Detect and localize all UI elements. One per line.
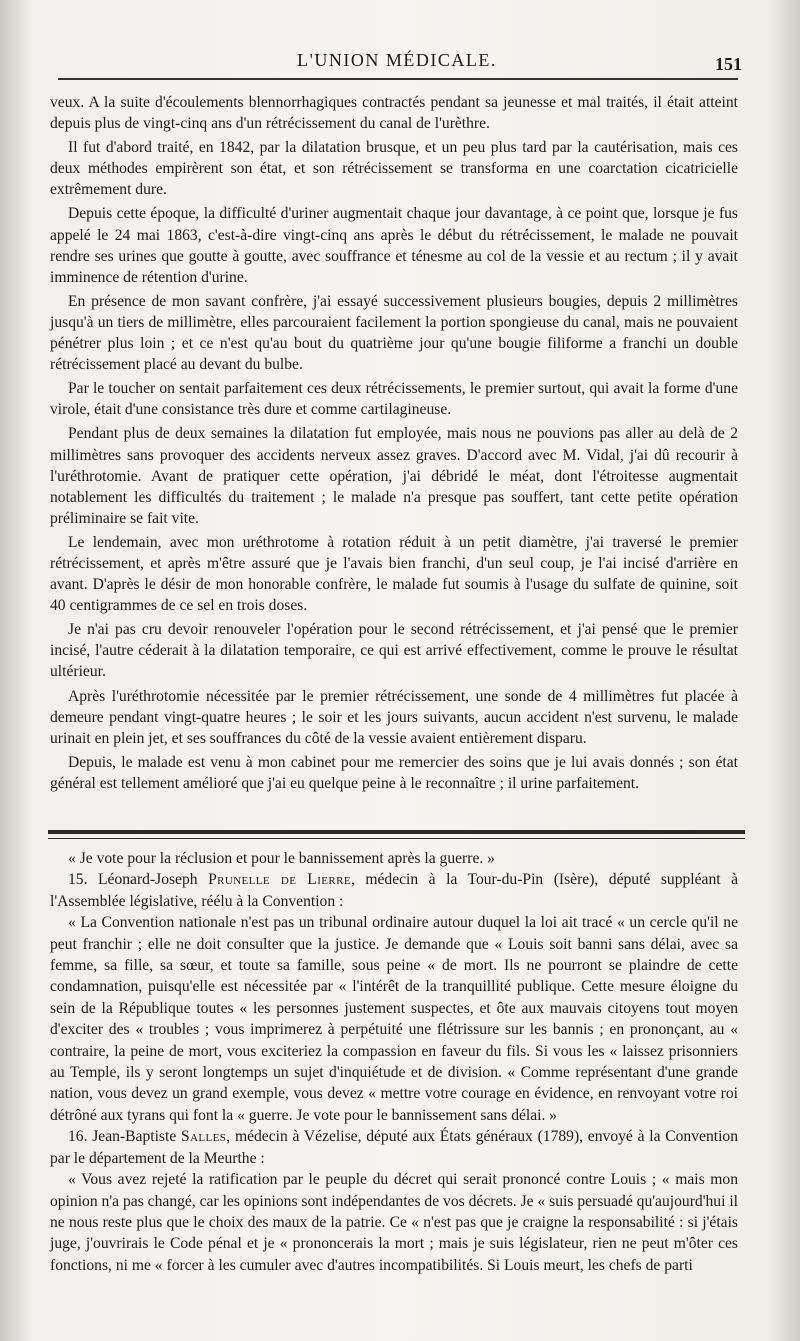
entry-number: 16. Jean-Baptiste (68, 1128, 181, 1146)
deputy-entry-15 (50, 869, 738, 912)
paragraph: Après l'uréthrotomie nécessitée par le premier rétrécissement, une sonde de 4 millimètres fut placée à demeure pendant vingt-quatre heures ; le soir et les jours suivants, aucun accident n'est survenu, le malade urinait en plein jet, et ses souffrances du côté de la vessie avaient entièrement disparu. (50, 687, 738, 747)
deputy-entry-16 (50, 1126, 738, 1169)
page-number: 151 (715, 54, 742, 74)
feuilleton-text (50, 848, 738, 1276)
entry-text: , médecin à la Tour-du-Pin (Isère), député suppléant à l'Assemblée législative, réélu à la Convention : (50, 871, 738, 910)
deputy-name: Salles (181, 1128, 227, 1146)
quotation-block: « Vous avez rejeté la ratification par le peuple du décret qui serait prononcé contre Louis ; « mais mon opinion n'a pas changé, car les opinions sont indépendantes de vos décrets. Je « suis persuadé qu'aujourd'hui il ne nous reste plus que le choix des maux de la patrie. Ce « n'est pas que je craigne la responsabilité : si j'étais juge, j'ouvrirais le Code pénal et je « prononcerais la mort ; mais je suis législateur, rien ne peut m'ôter ces fonctions, ni me « forcer à les cumuler avec d'autres incompatibilités. Si Louis meurt, les chefs de parti (50, 1171, 738, 1274)
paragraph: Depuis cette époque, la difficulté d'uriner augmentait chaque jour davantage, à ce point que, lorsque je fus appelé le 24 mai 1863, c'est-à-dire vingt-cinq ans après le début du rétrécissement, le malade ne pouvait rendre ses urines que goutte à goutte, avec souffrance et ténesme au col de la vessie et au rectum ; il y avait imminence de rétention d'urine. (50, 205, 738, 286)
paragraph: Le lendemain, avec mon uréthrotome à rotation réduit à un petit diamètre, j'ai traversé le premier rétrécissement, et après m'être assuré que je l'avais bien franchi, d'un seul coup, je l'ai incisé d'arrière en avant. D'après le désir de mon honorable confrère, le malade fut soumis à l'usage du sulfate de quinine, soit 40 centigrammes de ce sel en trois doses. (50, 533, 738, 615)
deputy-name: Prunelle de Lierre (208, 871, 351, 889)
entry-number: 15. Léonard-Joseph (68, 871, 209, 889)
paragraph: veux. A la suite d'écoulements blennorrhagiques contractés pendant sa jeunesse et mal traités, il était atteint depuis plus de vingt-cinq ans d'un rétrécissement du canal de l'urèthre. (50, 94, 738, 133)
paragraph: Je n'ai pas cru devoir renouveler l'opération pour le second rétrécissement, et j'ai pensé que le premier incisé, l'autre céderait à la dilatation temporaire, ce qui est arrivé effectivement, comme le prouve le résultat ultérieur. (50, 621, 738, 681)
paragraph: Depuis, le malade est venu à mon cabinet pour me remercier des soins que je lui avais donnés ; son état général est tellement amélioré que j'ai eu quelque peine à le reconnaître ; il urine parfaitement. (50, 753, 738, 792)
section-separator-thick (48, 830, 745, 834)
journal-title: L'UNION MÉDICALE. (297, 50, 497, 70)
paragraph: Pendant plus de deux semaines la dilatation fut employée, mais nous ne pouvions pas aller au delà de 2 millimètres sans provoquer des accidents nerveux assez graves. D'accord avec M. Vidal, j'ai dû recourir à l'uréthrotomie. Avant de pratiquer cette opération, j'ai débridé le méat, dont l'étroitesse augmentait notablement les difficultés du traitement ; le malade n'a presque pas souffert, tant cette petite opération préliminaire se fait vite. (50, 425, 738, 527)
quotation-block: « La Convention nationale n'est pas un tribunal ordinaire autour duquel la loi ait tracé « un cercle qu'il ne peut franchir ; elle ne doit consulter que la justice. Je demande que « Louis soit banni sans délai, avec sa femme, sa fille, sa sœur, et toute sa famille, sous peine « de mort. Ils ne pourront se plaindre de cette condamnation, puisqu'elle est nécessitée par « l'intérêt de la tranquillité publique. Cette mesure éloigne du sein de la République toutes « les personnes justement suspectes, et ôte aux mauvais citoyens tout moyen d'exciter des « troubles ; vous imprimerez à perpétuité une flétrissure sur les bannis ; en prononçant, au « contraire, la peine de mort, vous exciteriez la compassion en faveur du fils. Si vous les « laissez prisonniers au Temple, ils y seront longtemps un sujet d'inquiétude et de division. « Comme représentant d'une grande nation, vous devez un grand exemple, vous devez « mettre votre courage en évidence, en renvoyant votre roi détrôné aux tyrans qui font la « guerre. Je vote pour le bannissement sans délai. » (50, 914, 738, 1124)
entry-text: , médecin à Vézelise, député aux États généraux (1789), envoyé à la Convention par le département de la Meurthe : (50, 1128, 739, 1167)
running-head (52, 48, 742, 76)
section-separator-thin (48, 838, 745, 839)
quotation-line: « Je vote pour la réclusion et pour le bannissement après la guerre. » (68, 850, 495, 867)
case-report-text (50, 92, 738, 794)
paragraph: Par le toucher on sentait parfaitement ces deux rétrécissements, le premier surtout, qui avait la forme d'une virole, était d'une consistance très dure et comme cartilagineuse. (50, 380, 738, 419)
paragraph: Il fut d'abord traité, en 1842, par la dilatation brusque, et un peu plus tard par la cautérisation, mais ces deux méthodes empirèrent son état, et son rétrécissement se transforma en une coarctation cicatricielle extrêmement dure. (50, 139, 738, 199)
header-rule (58, 78, 738, 80)
paragraph: En présence de mon savant confrère, j'ai essayé successivement plusieurs bougies, depuis 2 millimètres jusqu'à un tiers de millimètre, elles parcouraient facilement la portion spongieuse du canal, mais ne pouvaient pénétrer plus loin ; et ce n'est qu'au bout du quatrième jour qu'une bougie filiforme a franchi un double rétrécissement placé au devant du bulbe. (50, 292, 738, 374)
